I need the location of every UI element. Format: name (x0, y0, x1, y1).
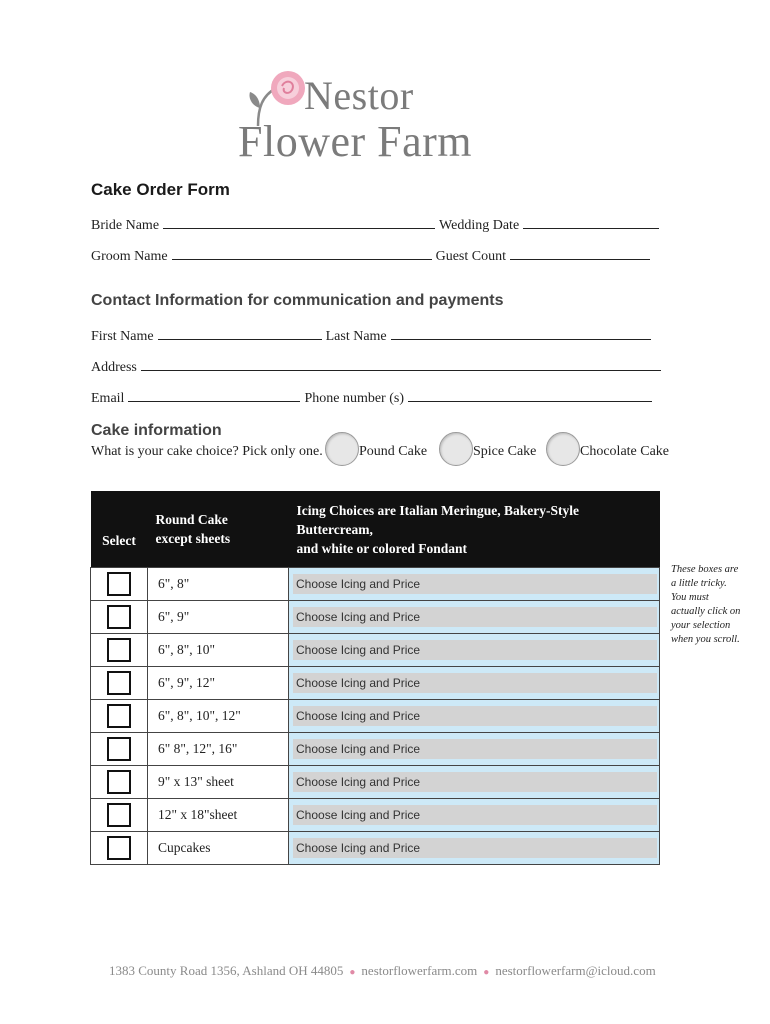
cake-section-title: Cake information (91, 422, 222, 439)
last-name-field[interactable] (391, 326, 651, 340)
groom-label: Groom Name (91, 249, 168, 264)
form-title: Cake Order Form (91, 180, 230, 199)
table-row (91, 634, 660, 667)
table-row (91, 832, 660, 865)
table-row (91, 766, 660, 799)
phone-label: Phone number (s) (304, 391, 404, 406)
cake-choice-row (91, 432, 691, 470)
icing-dropdown[interactable]: Choose Icing and Price (293, 574, 657, 594)
email-label: Email (91, 391, 125, 406)
cake-size: 6" 8", 12", 16" (148, 733, 289, 766)
guest-count-label: Guest Count (435, 249, 506, 264)
table-row (91, 799, 660, 832)
contact-section-title: Contact Information for communication and payments (91, 292, 504, 309)
select-checkbox[interactable] (107, 638, 131, 662)
cake-size: 12" x 18"sheet (148, 799, 289, 832)
icing-header-line2: and white or colored Fondant (296, 540, 468, 556)
icing-dropdown[interactable]: Choose Icing and Price (293, 706, 657, 726)
select-checkbox[interactable] (107, 704, 131, 728)
side-note: These boxes are a little tricky. You must actually click on your selection when you scroll. (671, 564, 741, 645)
cake-size: 6", 9" (148, 601, 289, 634)
bride-label: Bride Name (91, 218, 160, 233)
last-name-label: Last Name (325, 329, 387, 344)
footer-website[interactable]: nestorflowerfarm.com (361, 963, 478, 978)
icing-dropdown[interactable]: Choose Icing and Price (293, 772, 657, 792)
footer (109, 963, 656, 979)
cake-size: 6", 8", 10" (148, 634, 289, 667)
cake-size: 6", 8" (148, 568, 289, 601)
select-checkbox[interactable] (107, 671, 131, 695)
footer-address: 1383 County Road 1356, Ashland OH 44805 (109, 963, 344, 978)
logo-line2: Flower Farm (238, 117, 473, 166)
select-header: Select (91, 491, 148, 568)
table-row (91, 568, 660, 601)
table-row (91, 601, 660, 634)
name-row (91, 326, 655, 345)
icing-header (289, 491, 660, 568)
pound-cake-label: Pound Cake (359, 444, 428, 459)
cake-size: 6", 8", 10", 12" (148, 700, 289, 733)
round-cake-header (148, 491, 289, 568)
logo-line1: Nestor (304, 73, 414, 118)
cake-question: What is your cake choice? Pick only one. (91, 444, 323, 459)
table-row (91, 700, 660, 733)
table-row (91, 733, 660, 766)
logo (238, 66, 508, 166)
select-checkbox[interactable] (107, 803, 131, 827)
guest-count-field[interactable] (510, 246, 650, 260)
spice-cake-label: Spice Cake (473, 444, 537, 459)
address-row (91, 357, 665, 376)
footer-email[interactable]: nestorflowerfarm@icloud.com (495, 963, 656, 978)
select-checkbox[interactable] (107, 836, 131, 860)
cake-table (90, 491, 660, 865)
bullet-icon: ● (483, 967, 490, 978)
cake-size: 9" x 13" sheet (148, 766, 289, 799)
icing-dropdown[interactable]: Choose Icing and Price (293, 805, 657, 825)
icing-dropdown[interactable]: Choose Icing and Price (293, 673, 657, 693)
email-row (91, 388, 656, 407)
table-row (91, 667, 660, 700)
icing-dropdown[interactable]: Choose Icing and Price (293, 607, 657, 627)
chocolate-cake-radio[interactable] (546, 432, 580, 466)
spice-cake-radio[interactable] (439, 432, 473, 466)
icing-header-line1: Icing Choices are Italian Meringue, Bakery-Style Buttercream, (296, 502, 579, 537)
first-name-label: First Name (91, 329, 154, 344)
icing-dropdown[interactable]: Choose Icing and Price (293, 739, 657, 759)
select-checkbox[interactable] (107, 572, 131, 596)
cake-size: 6", 9", 12" (148, 667, 289, 700)
select-checkbox[interactable] (107, 605, 131, 629)
address-field[interactable] (141, 357, 661, 371)
cake-size: Cupcakes (148, 832, 289, 865)
chocolate-cake-label: Chocolate Cake (580, 444, 670, 459)
round-cake-header-line1: Round Cake (155, 512, 228, 527)
pound-cake-radio[interactable] (325, 432, 359, 466)
wedding-date-label: Wedding Date (439, 218, 520, 233)
bullet-icon: ● (349, 967, 356, 978)
bride-row (91, 215, 663, 234)
groom-row (91, 246, 654, 265)
table-header-row (91, 491, 660, 568)
groom-field[interactable] (172, 246, 432, 260)
first-name-field[interactable] (158, 326, 322, 340)
icing-dropdown[interactable]: Choose Icing and Price (293, 838, 657, 858)
round-cake-header-line2: except sheets (155, 531, 231, 546)
select-checkbox[interactable] (107, 737, 131, 761)
bride-field[interactable] (163, 215, 435, 229)
wedding-date-field[interactable] (523, 215, 659, 229)
address-label: Address (91, 360, 137, 375)
phone-field[interactable] (408, 388, 652, 402)
icing-dropdown[interactable]: Choose Icing and Price (293, 640, 657, 660)
email-field[interactable] (128, 388, 300, 402)
select-checkbox[interactable] (107, 770, 131, 794)
